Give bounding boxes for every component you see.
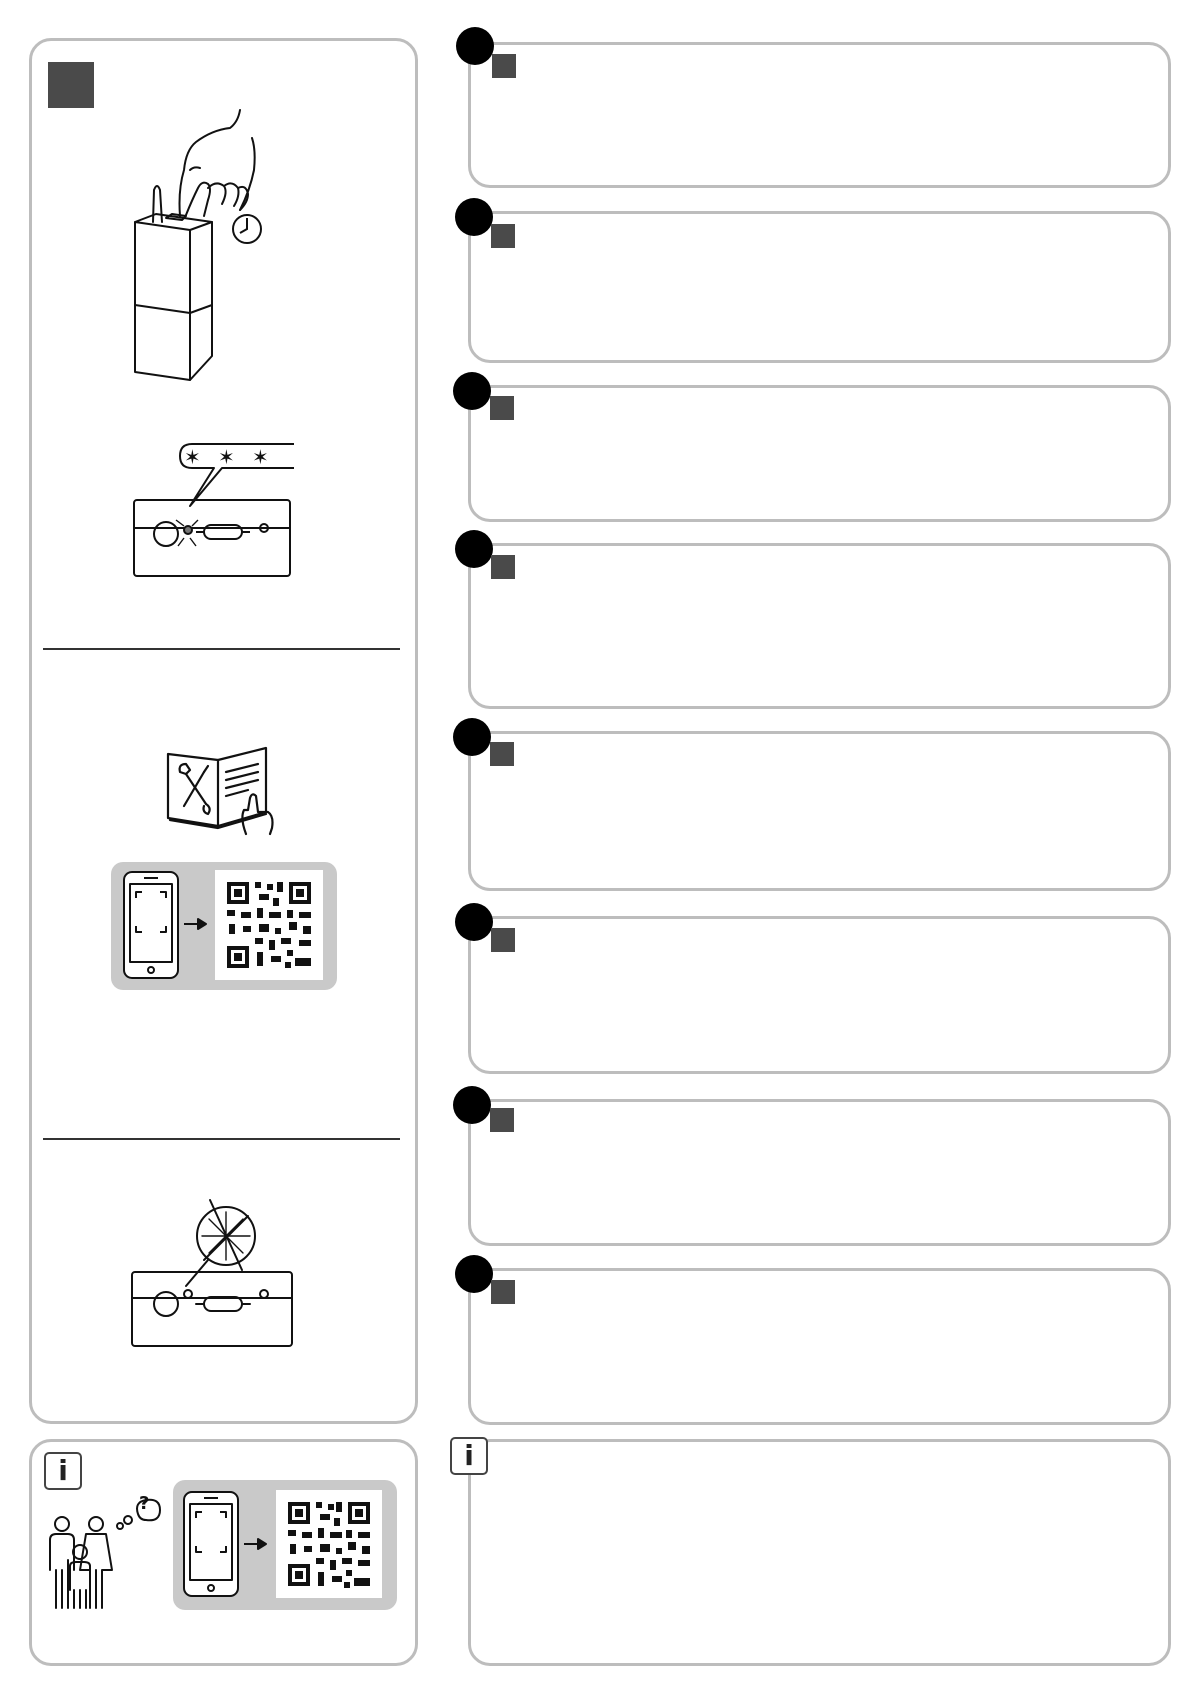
led-blink-icon bbox=[132, 442, 294, 580]
info-icon: i bbox=[450, 1437, 488, 1475]
step-dot bbox=[453, 718, 491, 756]
step-dot bbox=[455, 903, 493, 941]
section-divider bbox=[43, 648, 400, 650]
question-mark: ? bbox=[139, 1493, 150, 1514]
step-card-7 bbox=[468, 1099, 1171, 1246]
led-off-icon bbox=[130, 1200, 296, 1350]
timer-icon bbox=[230, 212, 264, 246]
step-square bbox=[492, 54, 516, 78]
manual-book-icon bbox=[166, 746, 278, 830]
section-divider-2 bbox=[43, 1138, 400, 1140]
led-blink-symbol-2: ✶ bbox=[218, 445, 235, 469]
right-info-panel bbox=[468, 1439, 1171, 1666]
step-square bbox=[490, 1108, 514, 1132]
step-card-2 bbox=[468, 211, 1171, 363]
step-card-5 bbox=[468, 731, 1171, 891]
phone-scan-icon bbox=[122, 870, 212, 980]
step-square bbox=[491, 928, 515, 952]
step-card-1 bbox=[468, 42, 1171, 188]
step-marker-square bbox=[48, 62, 94, 108]
step-card-8 bbox=[468, 1268, 1171, 1425]
led-blink-symbol-1: ✶ bbox=[184, 445, 201, 469]
step-dot bbox=[456, 27, 494, 65]
step-card-3 bbox=[468, 385, 1171, 522]
step-square bbox=[491, 555, 515, 579]
qr-code-icon-2 bbox=[276, 1490, 382, 1598]
step-square bbox=[490, 742, 514, 766]
step-dot bbox=[455, 198, 493, 236]
step-dot bbox=[455, 530, 493, 568]
step-square bbox=[491, 224, 515, 248]
step-dot bbox=[455, 1255, 493, 1293]
step-dot bbox=[453, 372, 491, 410]
info-icon: i bbox=[44, 1452, 82, 1490]
step-card-4 bbox=[468, 543, 1171, 709]
family-question-icon bbox=[42, 1500, 162, 1610]
led-blink-symbol-3: ✶ bbox=[252, 445, 269, 469]
phone-scan-icon-2 bbox=[182, 1490, 272, 1600]
step-dot bbox=[453, 1086, 491, 1124]
step-square bbox=[490, 396, 514, 420]
step-square bbox=[491, 1280, 515, 1304]
qr-code-icon bbox=[215, 870, 323, 980]
step-card-6 bbox=[468, 916, 1171, 1074]
